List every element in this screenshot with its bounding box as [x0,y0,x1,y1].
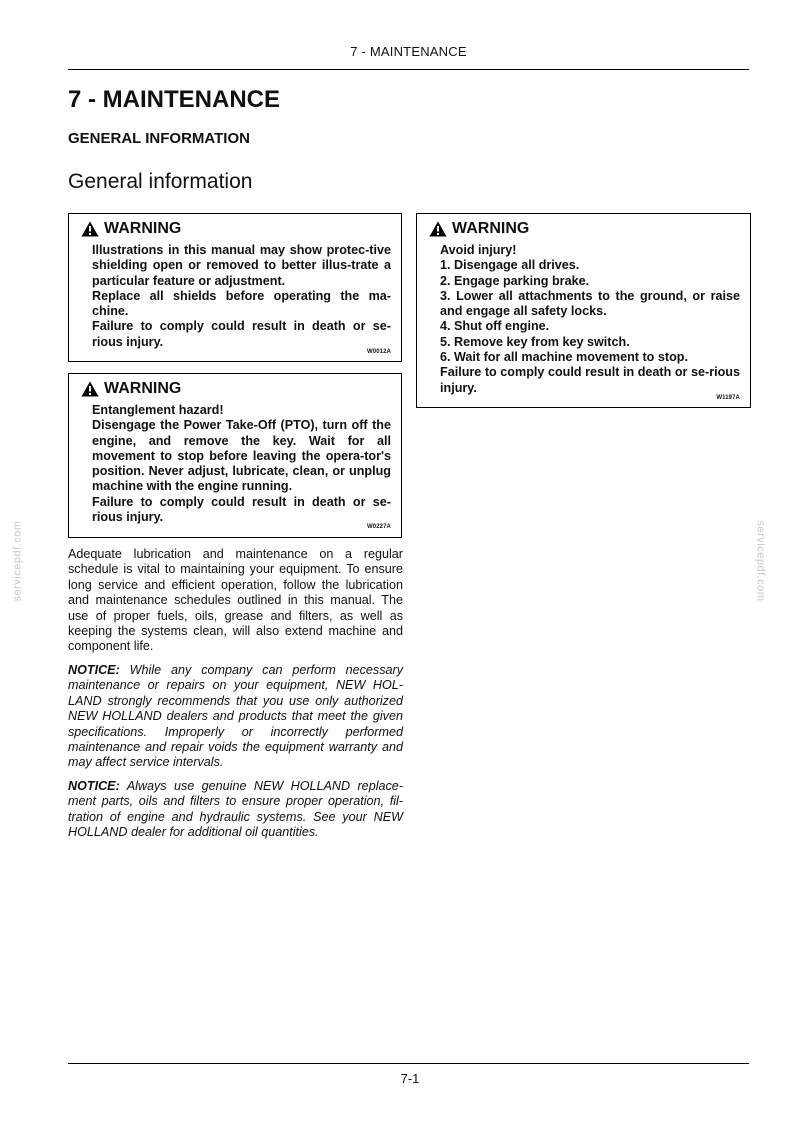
warning-line: 3. Lower all attachments to the ground, or raise and engage all safety locks. [440,288,740,319]
warning-line: Illustrations in this manual may show protec-tive shielding open or removed to better illus-trate a particular feature or adjustment. [92,243,391,288]
running-header: 7 - MAINTENANCE [350,44,467,59]
notice-label: NOTICE: [68,779,120,793]
footer-rule [68,1063,749,1064]
warning-text [92,243,391,350]
warning-label: WARNING [104,380,182,397]
warning-header [79,219,391,239]
warning-line: Failure to comply could result in death or se-rious injury. [440,365,740,395]
notice-label: NOTICE: [68,663,120,677]
warning-line: Failure to comply could result in death or se-rious injury. [92,494,391,525]
watermark-right: servicepdf.com [754,520,767,602]
warning-code: W0227A [367,524,391,531]
warning-line: Entanglement hazard! [92,403,224,417]
warning-line: 4. Shut off engine. [440,319,550,334]
warning-line: Replace all shields before operating the ma-chine. [92,288,391,319]
warning-line: 2. Engage parking brake. [440,273,590,288]
warning-line: 1. Disengage all drives. [440,258,580,273]
warning-code: W0012A [367,349,391,356]
warning-line: Failure to comply could result in death or se-rious injury. [92,319,391,349]
header-rule [68,69,749,70]
warning-triangle-icon [81,221,99,237]
warning-text [440,243,740,396]
lubrication-paragraph: Adequate lubrication and maintenance on a regular schedule is vital to maintaining your equipment. To ensure long service and efficient operation, follow the lubrication and maintenance schedules outlined in this manual. The use of proper fuels, oils, grease and filters, as well as keeping the systems clean, will also extend machine and component life. [68,547,403,654]
chapter-title: 7 - MAINTENANCE [68,86,281,113]
warning-line: Disengage the Power Take-Off (PTO), turn off the engine, and remove the key. Wait for all movement to stop before leaving the opera-tor's position. Never adjust, lubricate, clean, or unplug machine with the engine running. [92,418,391,494]
warning-header [79,379,391,399]
notice-text: Always use genuine NEW HOLLAND replace-ment parts, oils and filters to ensure proper operation, fil-tration of engine and hydraulic systems. See your NEW HOLLAND dealer for additional oil quantities. [68,779,403,840]
warning-line: 6. Wait for all machine movement to stop. [440,350,688,365]
warning-triangle-icon [429,221,447,237]
watermark-left: servicepdf.com [11,520,24,602]
notice-dealer-paragraph [68,663,403,771]
warning-label: WARNING [104,220,182,237]
warning-line: 5. Remove key from key switch. [440,334,630,349]
warning-triangle-icon [81,381,99,397]
warning-header [427,219,740,239]
notice-text: While any company can perform necessary maintenance or repairs on your equipment, NEW HOL-LAND strongly recommends that you use only authorized NEW HOLLAND dealers and products that meet the given specifications. Improperly or incorrectly performed maintenance and repair voids the equipment warranty and may affect service intervals. [68,663,403,770]
warning-box-entanglement [68,373,402,538]
page-number: 7-1 [400,1071,420,1086]
notice-parts-paragraph [68,779,403,841]
warning-box-shielding [68,213,402,362]
subsection-title: General information [68,170,253,193]
warning-box-avoid-injury [416,213,751,408]
warning-code: W1197A [716,394,740,401]
warning-text [92,403,391,525]
section-title: GENERAL INFORMATION [68,130,250,147]
warning-label: WARNING [452,220,530,237]
warning-line: Avoid injury! [440,243,517,257]
